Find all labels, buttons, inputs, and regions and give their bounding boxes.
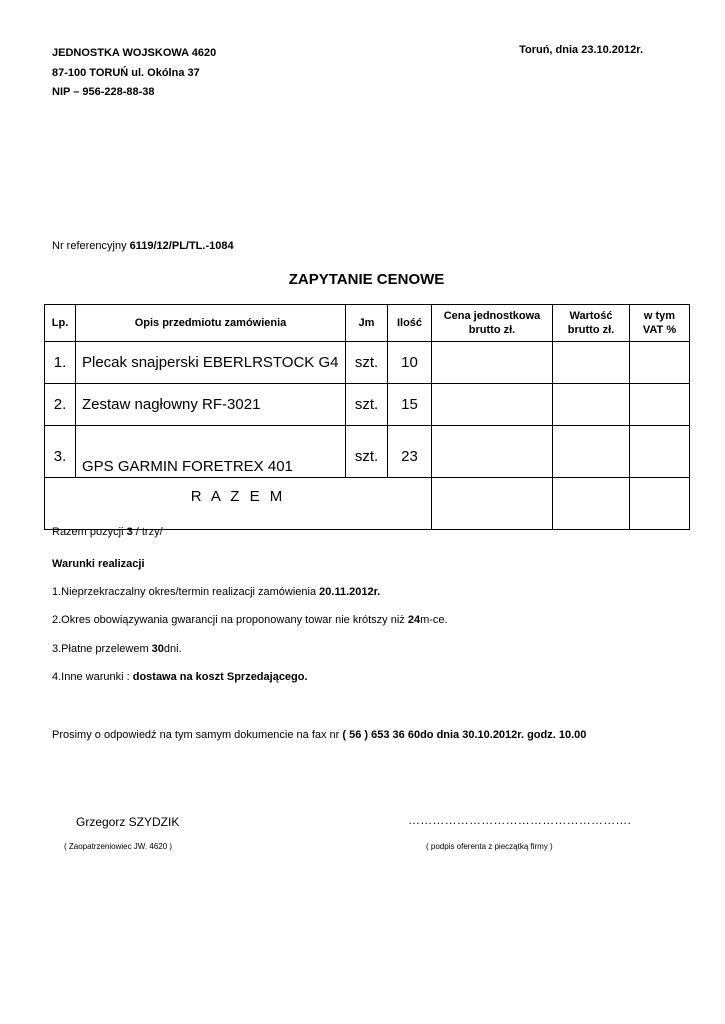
row-jm: szt. (346, 342, 388, 384)
condition-3: 3.Płatne przelewem 30dni. (52, 643, 182, 655)
header-vat: w tym VAT % (630, 305, 690, 342)
row-jm: szt. (346, 384, 388, 426)
row-lp: 3. (45, 426, 76, 478)
condition-4: 4.Inne warunki : dostawa na koszt Sprzedającego. (52, 671, 308, 683)
header-desc: Opis przedmiotu zamówienia (76, 305, 346, 342)
header-unit-price: Cena jednostkowa brutto zł. (432, 305, 553, 342)
row-lp: 2. (45, 384, 76, 426)
row-value (553, 342, 630, 384)
reference-label: Nr referencyjny (52, 240, 130, 252)
header-qty: Ilość (388, 305, 432, 342)
items-table (44, 304, 690, 530)
row-value (553, 384, 630, 426)
sender-name: JEDNOSTKA WOJSKOWA 4620 (52, 47, 217, 59)
signer-caption: ( Zaopatrzeniowiec JW. 4620 ) (64, 842, 173, 851)
table-header-row (45, 305, 690, 342)
sender-nip: NIP – 956-228-88-38 (52, 86, 155, 98)
row-vat (630, 342, 690, 384)
fax-request: Prosimy o odpowiedź na tym samym dokumencie na fax nr ( 56 ) 653 36 60do dnia 30.10.2012r. godz. 10.00 (52, 729, 587, 741)
row-unit-price (432, 426, 553, 478)
header-lp: Lp. (45, 305, 76, 342)
table-row (45, 426, 690, 478)
signature-line: ………………………………………………. (408, 813, 632, 827)
condition-1: 1.Nieprzekraczalny okres/termin realizacji zamówienia 20.11.2012r. (52, 586, 381, 598)
row-desc: Zestaw nagłowny RF-3021 (76, 384, 346, 426)
table-row (45, 384, 690, 426)
total-label: R A Z E M (45, 478, 432, 530)
row-desc: GPS GARMIN FORETREX 401 (76, 426, 346, 478)
page-title: ZAPYTANIE CENOWE (288, 271, 445, 288)
row-vat (630, 426, 690, 478)
header-jm: Jm (346, 305, 388, 342)
row-vat (630, 384, 690, 426)
total-value (553, 478, 630, 530)
row-jm: szt. (346, 426, 388, 478)
total-row (45, 478, 690, 530)
signer-name: Grzegorz SZYDZIK (76, 815, 180, 829)
table-row (45, 342, 690, 384)
positions-summary: Razem pozycji 3 / trzy/ (52, 526, 163, 538)
condition-2: 2.Okres obowiązywania gwarancji na proponowany towar nie krótszy niż 24m-ce. (52, 614, 448, 626)
header-value: Wartość brutto zł. (553, 305, 630, 342)
reference-number (52, 240, 234, 252)
row-qty: 23 (388, 426, 432, 478)
row-unit-price (432, 384, 553, 426)
document-date: Toruń, dnia 23.10.2012r. (519, 44, 643, 56)
row-qty: 15 (388, 384, 432, 426)
row-qty: 10 (388, 342, 432, 384)
total-vat (630, 478, 690, 530)
row-lp: 1. (45, 342, 76, 384)
row-desc: Plecak snajperski EBERLRSTOCK G4 (76, 342, 346, 384)
sender-block (52, 44, 216, 103)
sender-address: 87-100 TORUŃ ul. Okólna 37 (52, 66, 200, 79)
row-value (553, 426, 630, 478)
row-unit-price (432, 342, 553, 384)
offeror-caption: ( podpis oferenta z pieczątką firmy ) (426, 842, 553, 851)
conditions-heading: Warunki realizacji (52, 558, 145, 570)
total-unit-price (432, 478, 553, 530)
reference-value: 6119/12/PL/TL.-1084 (129, 240, 234, 252)
